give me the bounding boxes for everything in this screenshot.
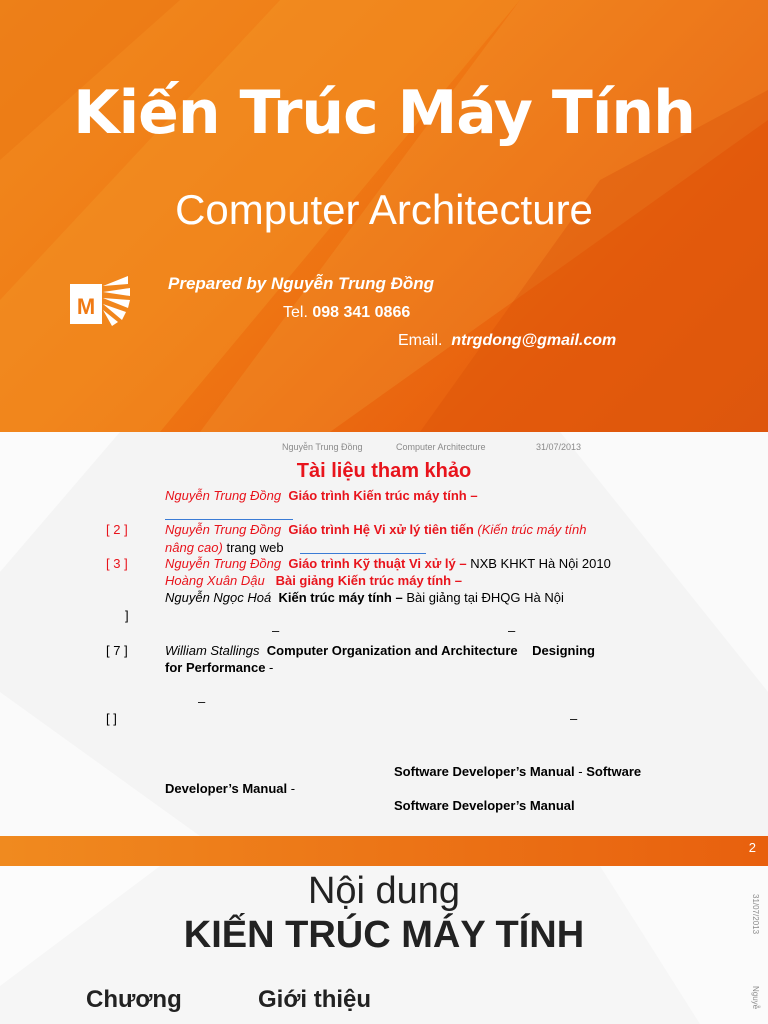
ref6-dash-2: –	[508, 623, 516, 638]
email-address[interactable]: ntrgdong@gmail.com	[451, 332, 617, 349]
tel-number: 098 341 0866	[312, 304, 411, 321]
ref9-dash: –	[570, 711, 578, 726]
header-author: Nguyễn Trung Đồng	[282, 442, 363, 452]
ref2-author: Nguyễn Trung Đồng	[165, 522, 282, 537]
prepared-prefix: Prepared by	[168, 274, 267, 293]
manual-1-dash: -	[578, 764, 583, 779]
ref2-link-underline[interactable]	[300, 553, 426, 554]
reference-3	[165, 556, 611, 571]
ref1-author: Nguyễn Trung Đồng	[165, 488, 282, 503]
logo-letter: M	[76, 294, 96, 319]
ref7-title-part3: for Performance	[165, 660, 266, 675]
email-line	[398, 332, 616, 350]
ref7-title-part2: Designing	[532, 643, 595, 658]
header-course: Computer Architecture	[396, 442, 486, 452]
contents-title: Nội dung	[307, 870, 461, 912]
ref7-dash: -	[269, 660, 274, 675]
chapter-title: Giới thiệu	[258, 986, 372, 1013]
ref1-title: Giáo trình Kiến trúc máy tính –	[288, 488, 478, 503]
author-name: Nguyễn Trung Đồng	[271, 274, 435, 293]
header-date: 31/07/2013	[536, 442, 582, 452]
ref3-author: Nguyễn Trung Đồng	[165, 556, 282, 571]
ref4-author: Hoàng Xuân Dậu	[165, 573, 265, 588]
reference-7-line2	[165, 660, 273, 675]
tel-label: Tel.	[283, 304, 308, 321]
reference-5	[165, 590, 564, 605]
manual-line-1	[394, 764, 641, 779]
bottom-accent-bar	[0, 836, 768, 866]
ref6-bracket: ]	[125, 608, 129, 623]
ref7-title: Computer Organization and Architecture	[266, 643, 518, 658]
contents-subtitle: KIẾN TRÚC MÁY TÍNH	[183, 914, 585, 956]
manual-3-title: Software Developer’s Manual	[394, 798, 575, 813]
manual-2-dash: -	[290, 781, 296, 796]
slide-title: Kiến Trúc Máy Tính	[73, 78, 695, 148]
ref2-number: [ 2 ]	[106, 522, 128, 537]
references-slide	[0, 432, 768, 866]
page-number: 2	[748, 840, 756, 855]
reference-2-line2	[165, 540, 284, 555]
chapter-label: Chương	[86, 986, 182, 1013]
side-author: Nguyễ	[751, 986, 760, 1010]
title-slide	[0, 0, 768, 432]
ref9-number: [ ]	[106, 711, 117, 726]
manual-line-2	[165, 781, 295, 796]
ref6-dash-1: –	[272, 623, 280, 638]
ref3-publisher: NXB KHKT Hà Nội 2010	[470, 556, 611, 571]
ref7-author: William Stallings	[165, 643, 260, 658]
contents-slide	[0, 866, 768, 1024]
ref2-note: (Kiến trúc máy tính	[477, 522, 587, 537]
ref7-number: [ 7 ]	[106, 643, 128, 658]
reference-4	[165, 573, 462, 588]
ref4-title: Bài giảng Kiến trúc máy tính –	[275, 573, 462, 588]
office-mix-logo-icon	[70, 276, 130, 328]
email-label: Email.	[398, 332, 443, 349]
side-date: 31/07/2013	[751, 894, 760, 935]
reference-2	[165, 522, 587, 537]
ref8-dash: –	[198, 694, 206, 709]
ref3-title: Giáo trình Kỹ thuật Vi xử lý –	[288, 556, 467, 571]
manual-1-tail: Software	[586, 764, 642, 779]
ref5-author: Nguyễn Ngọc Hoá	[165, 590, 272, 605]
reference-1	[165, 488, 478, 503]
slide-subtitle: Computer Architecture	[175, 186, 593, 233]
telephone-line	[283, 304, 410, 322]
ref3-number: [ 3 ]	[106, 556, 128, 571]
prepared-by-line	[168, 274, 434, 294]
ref5-publisher: Bài giảng tại ĐHQG Hà Nội	[406, 590, 564, 605]
ref2-title: Giáo trình Hệ Vi xử lý tiên tiến	[288, 522, 474, 537]
ref5-title: Kiến trúc máy tính –	[278, 590, 403, 605]
manual-line-3	[394, 798, 575, 813]
references-title: Tài liệu tham khảo	[296, 460, 472, 482]
reference-7	[165, 643, 595, 658]
ref2-web-label: trang web	[226, 540, 284, 555]
ref2-note-cont: nâng cao)	[165, 540, 223, 555]
manual-2-title: Developer’s Manual	[165, 781, 288, 796]
ref1-link-underline[interactable]	[165, 519, 293, 520]
manual-1-title: Software Developer’s Manual	[394, 764, 575, 779]
